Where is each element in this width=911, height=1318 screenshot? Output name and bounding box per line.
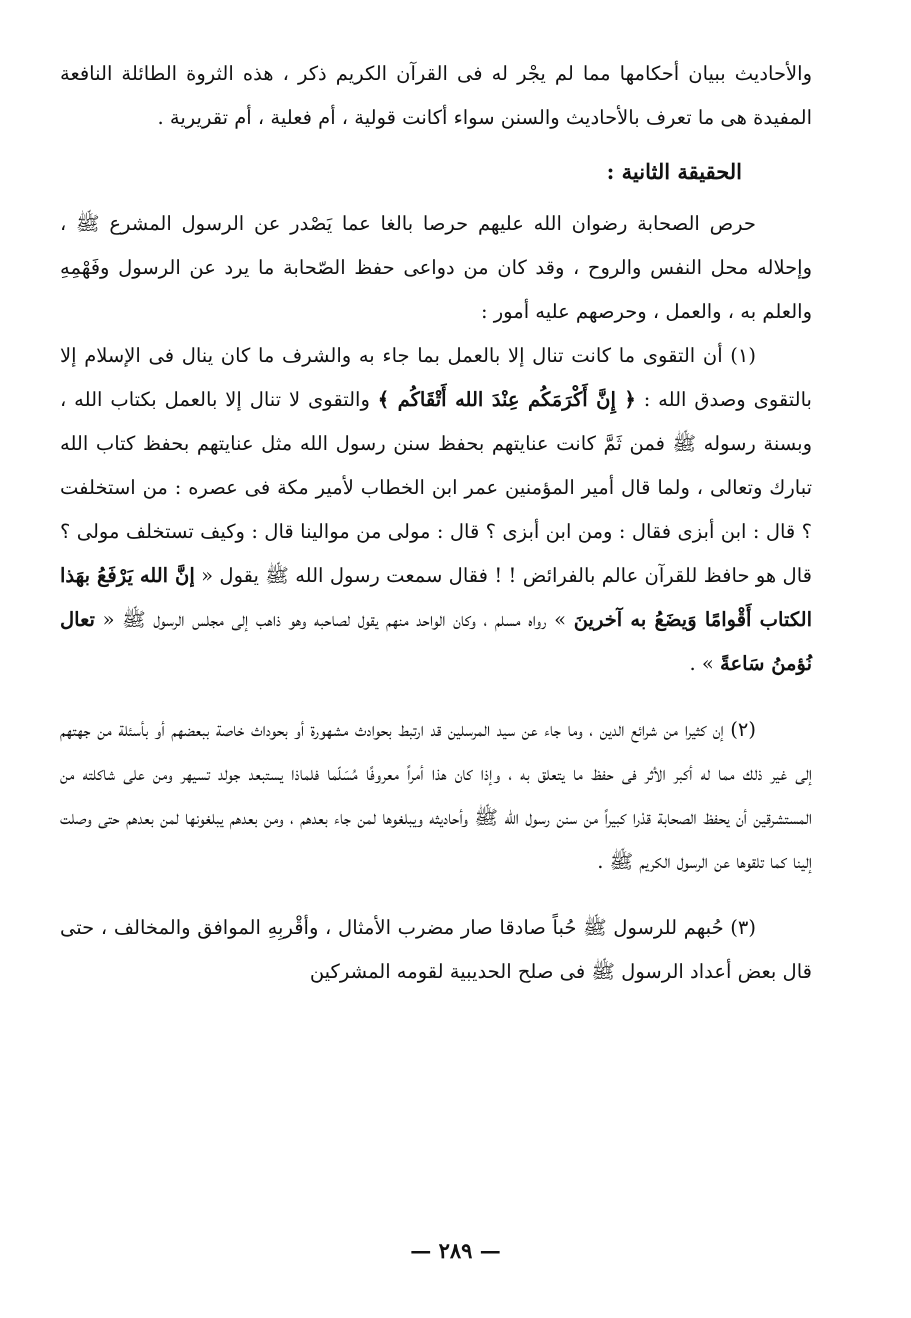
paragraph-intro: والأحاديث ببيان أحكامها مما لم يجْر له فى القرآن الكريم ذكر ، هذه الثروة الطائلة النافعة المفيدة هى ما تعرف بالأحاديث والسنن سواء أكانت قولية ، أم فعلية ، أم تقريرية . (60, 62, 812, 129)
hadith-quote-faith: تعال نُؤمنُ سَاعةً (60, 608, 812, 675)
point-1-text-d: » . (689, 652, 714, 675)
paragraph-point-2: (٢) إن كثيرا من شرائع الدين ، وما جاء عن سيد المرسلين قد ارتبط بحوادث مشهورة أو بحوداث خاصة ببعضهم أو بأسئلة من جهتهم إلى غير ذلك مما له أكبر الأثر فى حفظ ما يتعلق به ، وإذا كان هذا أمراً معروفًا مُسَلّما فلماذا يستبعد جولد تسيهر ومن على شاكلته من المستشرقين أن يحفظ الصحابة قدْرا كبيراً من سنن رسول الله ﷺ وأحاديثه ويبلغوها لمن جاء بعدهم ، ومن بعدهم يبلغونها لمن بعدهم حتى وصلت إلينا كما تلقوها عن الرسول الكريم ﷺ . (60, 718, 812, 873)
paragraph-point-3: (٣) حُبهم للرسول ﷺ حُباً صادقا صار مضرب الأمثال ، وأقْربِهِ الموافق والمخالف ، حتى قال بعض أعداد الرسول ﷺ فى صلح الحديبية لقومه المشركين (60, 916, 812, 983)
quran-quote: ﴿ إِنَّ أَكْرَمَكُم عِنْدَ الله أَتْقَاكُم ﴾ (377, 388, 636, 411)
point-1-text-b: والتقوى لا تنال إلا بالعمل بكتاب الله ، وبسنة رسوله ﷺ فمن ثَمَّ كانت عنايتهم بحفظ سنن رسول الله مثل عنايتهم بحفظ كتاب الله تبارك وتعالى ، ولما قال أمير المؤمنين عمر ابن الخطاب لأمير مكة فى عصره : من استخلفت ؟ قال : ابن أبزى فقال : ومن ابن أبزى ؟ قال : مولى من موالينا قال : وكيف تستخلف مولى ؟ قال هو حافظ للقرآن عالم بالفرائض ! ! فقال سمعت رسول الله ﷺ يقول « (60, 388, 812, 587)
section-heading: الحقيقة الثانية : (606, 159, 742, 184)
point-1-text-c: » رواه مسلم ، وكان الواحد منهم يقول لصاحبه وهو ذاهب إلى مجلس الرسول ﷺ « (102, 608, 567, 631)
point-1-text-a: (١) أن التقوى ما كانت تنال إلا بالعمل بما جاء به والشرف ما كان ينال فى الإسلام إلا بالتقوى وصدق الله : (60, 344, 812, 411)
paragraph-companions-care: حرص الصحابة رضوان الله عليهم حرصا بالغا عما يَصْدر عن الرسول المشرع ﷺ ، وإحلاله محل النفس والروح ، وقد كان من دواعى حفظ الصّحابة ما يرد عن الرسول وفَهْمِهِ والعلم به ، والعمل ، وحرصهم عليه أمور : (60, 212, 812, 323)
page-number: — ٢٨٩ — (410, 1238, 501, 1263)
hadith-quote-book: إنَّ الله يَرْفَعُ بهَذا الكتاب أَقْوامًا وَيضَعُ به آخرينَ (60, 564, 812, 631)
paragraph-point-1 (60, 334, 812, 686)
paragraph-gap (60, 686, 812, 708)
page-body (60, 52, 812, 994)
paragraph-gap (60, 884, 812, 906)
